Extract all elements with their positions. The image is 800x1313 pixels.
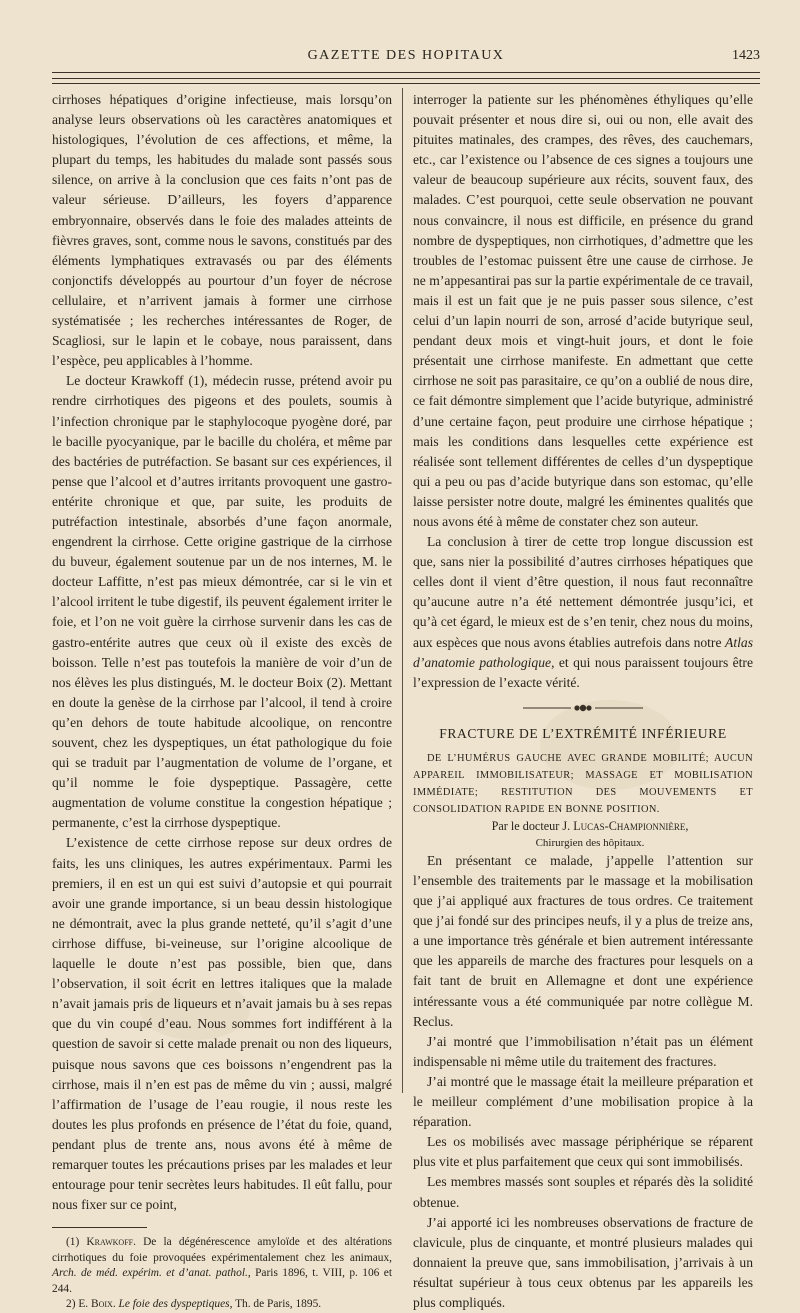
body-paragraph: Le docteur Krawkoff (1), médecin russe, prétend avoir pu rendre cirrhotiques des pigeons et des poulets, soumis à l’infection chronique par le staphylocoque pyogène doré, par le bacille pyocyanique, par le bacille du choléra, et même par des bactéries de putréfaction. Se basant sur ces expériences, il pense que l’alcool et d’autres irritants provoquent une gastro-entérite chronique et que, par suite, les produits de putréfaction intestinale, absorbés d’une façon anormale, engendrent la cirrhose. Cette origine gastrique de la cirrhose du buveur, également soutenue par un de nos internes, M. le docteur Laffitte, n’est pas mieux démontrée, car si le vin et l’alcool irritent le tube digestif, ils peuvent également irriter le foie, et l’on ne voit guère la cirrhose survenir dans les cas de gastro-entérite autres que ceux où il existe des excès de boisson. Telle n’est pas toutefois la manière de voir d’un de nos élèves les plus distingués, M. le docteur Boix (2). Mettant en doute la genèse de la cirrhose par l’alcool, il tend à croire qu’en dehors de toute habitude alcoolique, on rencontre souvent, chez les dyspeptiques, un état pathologique du foie qui se traduit par l’augmentation de volume de l’organe, et qu’il nomme le foie dyspeptique. Passagère, cette augmentation de volume constitue la congestion hépatique ; permanente, c’est la cirrhose dyspeptique.: [52, 373, 392, 831]
atlas-title: Atlas d’anatomie pathologique: [413, 634, 753, 670]
article-paragraph: J’ai montré que l’immobilisation n’était pas un élément indispensable ni même utile du traitement des fractures.: [413, 1033, 753, 1069]
page-number: 1423: [732, 48, 760, 63]
footnote: [52, 1235, 392, 1297]
article-subtitle: DE L’HUMÉRUS GAUCHE AVEC GRANDE MOBILITÉ; AUCUN APPAREIL IMMOBILISATEUR; MASSAGE ET MOBILISATION IMMÉDIATE; RESTITUTION DES MOUVEMENTS ET CONSOLIDATION RAPIDE EN BONNE POSITION.: [413, 752, 753, 815]
section-ornament: [413, 701, 753, 713]
running-title: GAZETTE DES HOPITAUX: [307, 48, 505, 63]
byline-suffix: ,: [685, 818, 689, 833]
footnote-text: .: [112, 1298, 119, 1311]
body-paragraph: interroger la patiente sur les phénomènes éthyliques qu’elle pouvait présenter et nous dire si, oui ou non, elle avait des pituites matinales, des crampes, des rêves, des cauchemars, etc., car l’existence ou l’absence de ces signes a toujours une valeur de beaucoup supérieure aux récits, souvent faux, des malades. C’est pourquoi, cette seule observation ne pouvant nous convaincre, il nous est difficile, en présence du grand nombre de dyspeptiques, non cirrhotiques, d’admettre que les troubles de l’estomac puissent être une cause de cirrhose. Je ne m’appesantirai pas sur la partie expérimentale de ce travail, mais il est un fait que je ne puis passer sous silence, c’est celui d’un lapin nourri de son, arrosé d’acide butyrique seul, pendant deux mois et vingt-huit jours, et dont le foie présentait une cirrhose manifeste. En admettant que cette cirrhose ne soit pas parasitaire, ce qu’on a oublié de nous dire, ce fait démontre simplement que l’acide butyrique, administré d’une certaine façon, peut produire une cirrhose hépatique ; mais les conditions dans lesquelles cette expérience est réalisée sont tellement différentes de celles d’un dyspeptique qui a peu ou pas d’acide butyrique dans son estomac, qu’elle laisse persister notre doute, malgré les éminentes qualités que nous avons été à même de constater chez son auteur.: [413, 92, 753, 529]
page-header: [52, 46, 760, 68]
footnote-title: Le foie des dyspeptiques: [118, 1298, 230, 1311]
footnote-journal: Arch. de méd. expérim. et d’anat. pathol.: [52, 1267, 248, 1280]
article-paragraph: Les membres massés sont souples et réparés dès la solidité obtenue.: [413, 1174, 753, 1210]
article-paragraph: En présentant ce malade, j’appelle l’attention sur l’ensemble des traitements par le massage et la mobilisation que j’ai appliqué aux fractures de tous ordres. Ce traitement que j’ai fondé sur des principes neufs, il y a plus de treize ans, a une importance très générale et bien autrement intéressante que les appareils de marche des fractures pour lesquels on a fait tant de bruit en Allemagne et dont une expérience intéressante vous a été communiquée par notre collègue M. Reclus.: [413, 852, 753, 1029]
article-paragraph: J’ai montré que le massage était la meilleure préparation et le meilleur complément d’une mobilisation propice à la réparation.: [413, 1073, 753, 1130]
footnote-text: . De la dégénérescence amyloïde et des altérations cirrhotiques du foie provoquées expérimentalement chez les animaux,: [52, 1236, 392, 1264]
article-paragraph: Les os mobilisés avec massage périphérique se réparent plus vite et plus parfaitement que ceux qui sont immobilisés.: [413, 1134, 753, 1170]
footnote-marker: 2): [66, 1298, 79, 1311]
footnote-text: , Th. de Paris, 1895.: [229, 1298, 322, 1311]
header-double-rule: [52, 72, 760, 79]
right-column: [413, 90, 753, 1313]
footnotes: [52, 1235, 392, 1313]
body-paragraph: L’existence de cette cirrhose repose sur deux ordres de faits, les uns cliniques, les autres expérimentaux. Parmi les premiers, il en est un qui est suivi d’autopsie et qui pourrait avoir une grande importance, si un beau dessin histologique ne démontrait, avec la plus grande netteté, qu’il s’agit d’une cirrhose diffuse, bi-veineuse, sur l’origine alcoolique de laquelle le doute n’est pas possible, bien que, dans l’observation, il soit écrit en lettres italiques que la malade n’avait jamais pris de liqueurs et n’avait jamais bu à ses repas que du vin coupé d’eau. Nous sommes fort indifférent à la question de savoir si cette malade prenait ou non des liqueurs, puisque nous savons que ces boissons n’engendrent pas la cirrhose, mais il n’en est pas de même du vin ; aussi, malgré l’affirmation de l’usage de l’eau rougie, il nous reste les doutes les plus profonds en présence de l’état du foie, quand, pendant plus de trente ans, nous avons été à même de remarquer toutes les précautions prises par les malades et leur entourage pour tenir secrètes leurs habitudes. Il eût fallu, pour nous fixer sur ce point,: [52, 835, 392, 1213]
conclusion-text: La conclusion à tirer de cette trop longue discussion est que, sans nier la possibilité d’autres cirrhoses hépatiques que celles dont il vient d’être question, il nous faut reconnaître qu’aucune autre n’a été nettement démontrée jusqu’ici, et qu’à cet égard, le mieux est de s’en tenir, chez nous du moins, aux espèces que nous avons établies autrefois dans notre: [413, 534, 753, 650]
conclusion-paragraph: [413, 532, 753, 693]
author-name: Lucas-Championnière: [573, 818, 686, 833]
header-thin-rule: [52, 83, 760, 84]
article-title: FRACTURE DE L’EXTRÉMITÉ INFÉRIEURE: [439, 725, 727, 741]
footnote: [52, 1297, 392, 1313]
byline-prefix: Par le docteur J.: [491, 818, 574, 833]
left-column: [52, 90, 392, 1313]
article-paragraph: J’ai apporté ici les nombreuses observations de fracture de clavicule, plus de cinquante, et montré plusieurs malades qui donnaient la preuve que, sans immobilisation, j’arrivais à un résultat supérieur à tous ceux obtenus par les appareils les plus compliqués.: [413, 1214, 753, 1310]
conclusion-text: , et qui nous paraissent toujours être l’expression de l’exacte vérité.: [413, 654, 753, 690]
body-paragraph: cirrhoses hépatiques d’origine infectieuse, mais lorsqu’on analyse leurs observations où les caractères anatomiques et histologiques, l’évolution de ces affections, et même, la plupart du temps, les habitudes du malade sont passés sous silence, on arrive à la conclusion que ces faits n’ont pas de valeur sérieuse. D’ailleurs, les foyers d’apparence embryonnaire, observés dans le foie des malades atteints de fièvres graves, sont, comme nous le savons, constitués par des éléments lymphatiques extravasés ou par des éléments conjonctifs développés au pourtour d’un foyer de nécrose cellulaire, et n’arrivent jamais à former une cirrhose systématisée ; les recherches intéressantes de Roger, de Scagliosi, sur le lapin et le cobaye, nous paraissent, dans l’espèce, peu applicables à l’homme.: [52, 92, 392, 369]
footnote-author: Krawkoff: [86, 1236, 134, 1249]
article-byline: [413, 818, 753, 835]
footnote-rule: [52, 1227, 147, 1228]
footnote-marker: (1): [66, 1236, 87, 1249]
footnote-author: E. Boix: [78, 1298, 113, 1311]
author-role: Chirurgien des hôpitaux.: [535, 836, 645, 849]
column-divider: [402, 88, 403, 1093]
footnote-text: , Paris 1896, t. VIII, p. 106 et 244.: [52, 1267, 392, 1295]
ornament-rule-icon: [523, 704, 643, 712]
